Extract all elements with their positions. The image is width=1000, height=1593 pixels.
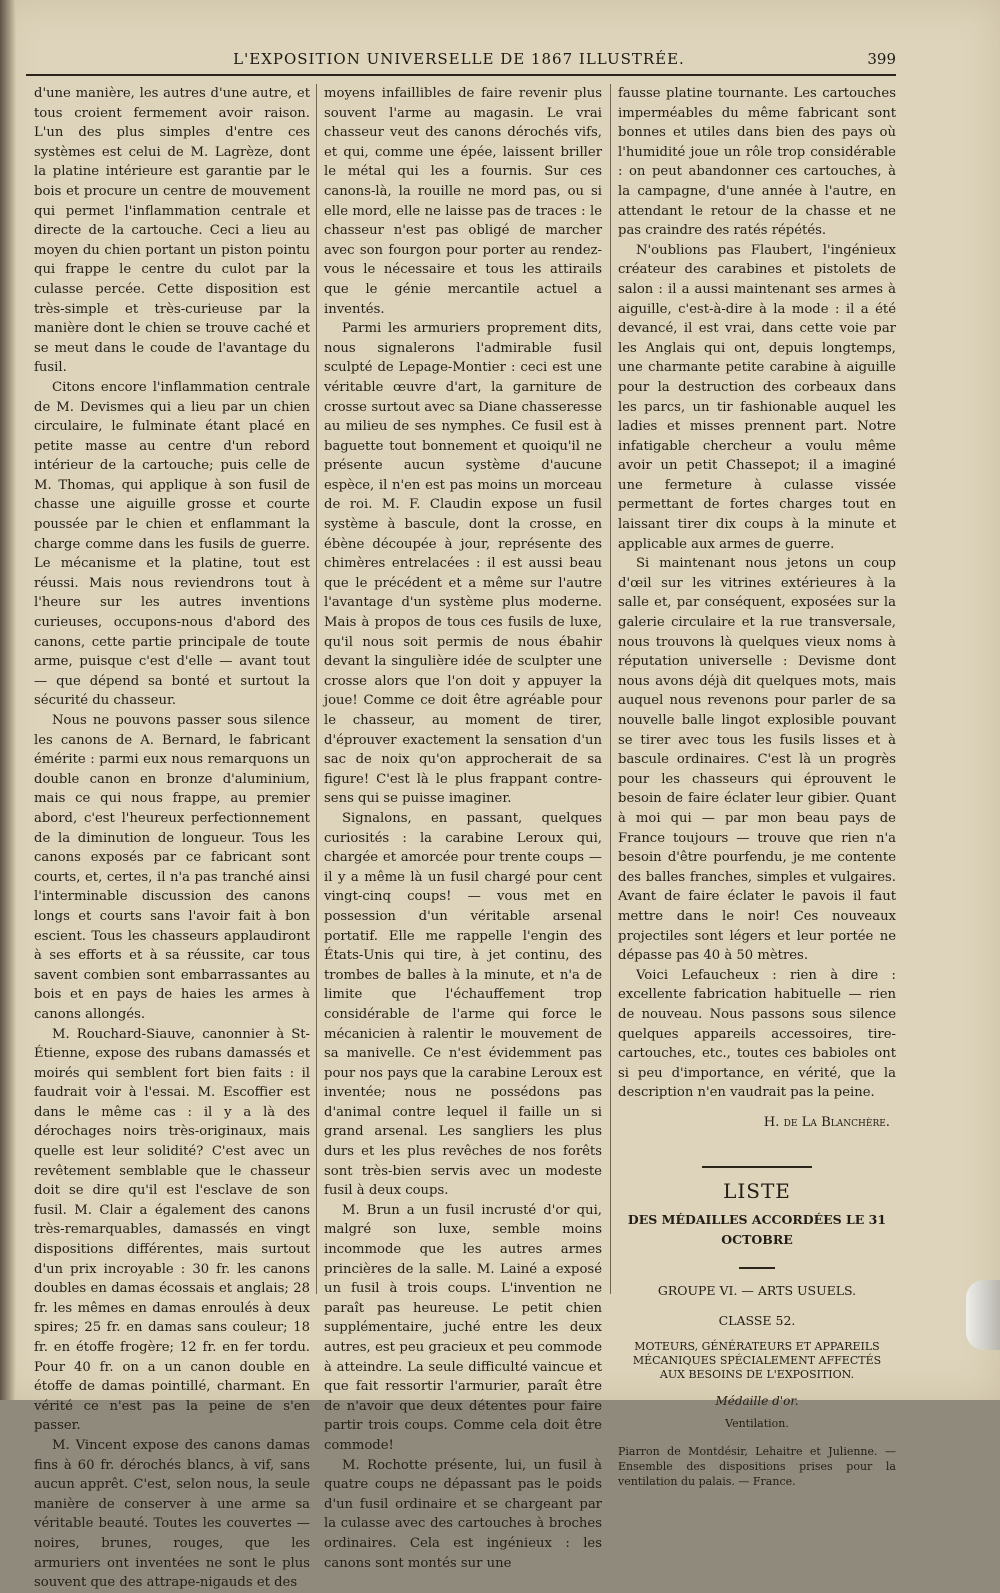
- short-separator: [739, 1267, 775, 1269]
- classe-description: MOTEURS, GÉNÉRATEURS ET APPAREILS MÉCANIQUES SPÉCIALEMENT AFFECTÉS AUX BESOINS DE L'EXPOSITION.: [632, 1340, 882, 1382]
- paragraph: N'oublions pas Flaubert, l'ingénieux créateur des carabines et pistolets de salon : il a aussi maintenant ses armes à aiguille, c'est-à-dire à la mode : il a été devancé, il est vrai, dans cette voie par les Anglais qui ont, depuis longtemps, une charmante petite carabine à aiguille pour la destruction des corbeaux dans les parcs, un tir fashionable auquel les ladies et misses prennent part. Notre infatigable chercheur a voulu même avoir un petit Chassepot; il a imaginé une fermeture à culasse vissée permettant de fortes charges tout en laissant tirer dix coups à la minute et applicable aux armes de guerre.: [618, 242, 896, 552]
- paragraph: M. Rochotte présente, lui, un fusil à quatre coups ne dépassant pas le poids d'un fusil ordinaire et se chargeant par la culasse avec des cartouches à broches ordinaires. Cela est ingénieux : les canons sont montés sur une: [324, 1457, 602, 1571]
- book-binding-edge: [0, 0, 16, 1400]
- text-column-3: [618, 84, 896, 1488]
- page-clip: [966, 1280, 1000, 1350]
- liste-heading: LISTE: [723, 1179, 791, 1204]
- paragraph: Voici Lefaucheux : rien à dire : excellente fabrication habituelle — rien de nouveau. Nous passons sous silence quelques appareils accessoires, tire-cartouches, etc., toutes ces babioles ont si peu d'importance, en vérité, que la description n'en vaudrait pas la peine.: [618, 967, 896, 1101]
- paragraph: d'une manière, les autres d'une autre, et tous croient fermement avoir raison. L'un des plus simples d'entre ces systèmes est celui de M. Lagrèze, dont la platine intérieure est garantie par le bois et procure un centre de mouvement qui permet l'inflammation centrale et directe de la cartouche. Ceci a lieu au moyen du chien portant un piston pointu qui frappe le centre du culot par la culasse percée. Cette disposition est très-simple et très-curieuse par la manière dont le chien se trouve caché et se meut dans le coude de l'avantage du fusil.: [34, 86, 310, 376]
- paragraph: Si maintenant nous jetons un coup d'œil sur les vitrines extérieures à la salle et, par conséquent, exposées sur la galerie circulaire et la rue transversale, nous trouvons là quelques vieux noms à réputation universelle : Devisme dont nous avons déjà dit quelques mots, mais auquel nous revenons pour parler de sa nouvelle balle lingot explosible pouvant se tirer avec tous les fusils lisses et à bascule ordinaires. C'est là un progrès pour les chasseurs qui éprouvent le besoin de faire éclater leur gibier. Quant à moi qui — par mon beau pays de France toujours — trouve que rien n'a besoin d'être pourfendu, je me contente des balles franches, simples et vulgaires. Avant de faire éclater le pavois il faut mettre dans le noir! Ces nouveaux projectiles sont légers et leur portée ne dépasse pas 40 à 50 mètres.: [618, 556, 896, 964]
- paragraph: M. Rouchard-Siauve, canonnier à St-Étienne, expose des rubans damassés et moirés qui semblent fort bien faits : il faudrait voir à l'essai. M. Escoffier est dans le même cas : il y a là des dérochages noirs très-originaux, mais quelle est leur solidité? C'est avec un revêtement semblable que le chasseur doit se dire qu'il est l'esclave de son fusil. M. Clair a également des canons très-remarquables, damassés en vingt dispositions différentes, mais surtout d'un prix incroyable : 30 fr. les canons doubles en damas écossais et anglais; 28 fr. les mêmes en damas enroulés à deux spires; 25 fr. en damas sans couleur; 18 fr. en étoffe frogère; 12 fr. en fer tordu. Pour 40 fr. on a un canon double en étoffe de damas pointillé, charmant. En vérité ce n'est pas la peine de s'en passer.: [34, 1026, 310, 1434]
- paragraph: M. Vincent expose des canons damas fins à 60 fr. dérochés blancs, à vif, sans aucun apprêt. C'est, selon nous, la seule manière de conserver à une arme sa véritable beauté. Toutes les couvertes — noires, brunes, rouges, que les armuriers ont inventées ne sont le plus souvent que des attrape-nigauds et des: [34, 1437, 310, 1591]
- column-divider: [610, 84, 611, 1294]
- medal-entry: Piarron de Montdésir, Lehaitre et Julienne. — Ensemble des dispositions prises pour la ventilation du palais. — France.: [618, 1444, 896, 1488]
- paragraph: Signalons, en passant, quelques curiosités : la carabine Leroux qui, chargée et amorcée pour trente coups — il y a même là un fusil chargé pour cent vingt-cinq coups! — vous met en possession d'un véritable arsenal portatif. Elle me rappelle l'engin des États-Unis qui tire, à jet continu, des trombes de balles à la minute, et n'a de limite que l'échauffement trop considérable de l'arme qui force le mécanicien à ralentir le mouvement de sa manivelle. Ce n'est évidemment pas pour nos pays que la carabine Leroux est inventée; nous ne possédons pas d'animal contre lequel il faille un si grand arsenal. Les sangliers les plus durs et les plus revêches de nos forêts sont très-bien servis avec un modeste fusil à deux coups.: [324, 810, 602, 1199]
- groupe-heading: GROUPE VI. — ARTS USUELS.: [657, 1283, 857, 1299]
- column-divider: [316, 84, 317, 1294]
- page-number: 399: [867, 50, 896, 68]
- paragraph: Parmi les armuriers proprement dits, nous signalerons l'admirable fusil sculpté de Lepage-Montier : ceci est une véritable œuvre d'art, la garniture de crosse surtout avec sa Diane chasseresse au milieu de ses nymphes. Ce fusil est à baguette tout bonnement et quoiqu'il ne présente aucun système d'aucune espèce, il n'en est pas moins un morceau de roi. M. F. Claudin expose un fusil système à bascule, dont la crosse, en ébène découpée à jour, représente des chimères entrelacées : il est aussi beau que le précédent et a même sur l'autre l'avantage d'un système plus moderne. Mais à propos de tous ces fusils de luxe, qu'il nous soit permis de nous ébahir devant la singulière idée de sculpter une crosse alors que l'on doit y appuyer la joue! Comme ce doit être agréable pour le chasseur, au moment de tirer, d'éprouver exactement la sensation d'un sac de noix qu'on approcherait de sa figure! C'est là le plus frappant contre-sens qui se puisse imaginer.: [324, 321, 602, 807]
- paragraph: M. Brun a un fusil incrusté d'or qui, malgré son luxe, semble moins incommode que les autres armes princières de la salle. M. Lainé a exposé un fusil à trois coups. L'invention ne paraît pas heureuse. Le petit chien supplémentaire, juché entre les deux autres, est peu gracieux et peu commode à atteindre. La seule difficulté vaincue et que fait ressortir l'armurier, paraît être de n'avoir que deux détentes pour faire partir trois coups. Comme cela doit être commode!: [324, 1202, 602, 1453]
- header-rule: [26, 74, 896, 76]
- running-header: L'EXPOSITION UNIVERSELLE DE 1867 ILLUSTRÉE.: [233, 50, 685, 68]
- classe-heading: CLASSE 52.: [718, 1312, 796, 1328]
- paragraph: Citons encore l'inflammation centrale de M. Devismes qui a lieu par un chien circulaire, le fulminate étant placé en petite masse au centre d'un rebord intérieur de la cartouche; puis celle de M. Thomas, qui applique à son fusil de chasse une aiguille grosse et courte poussée par le chien et enflammant la charge comme dans les fusils de guerre. Le mécanisme et la platine, tout est réussi. Mais nous reviendrons tout à l'heure sur les autres inventions curieuses, occupons-nous d'abord des canons, cette partie principale de toute arme, puisque c'est d'elle — avant tout — que dépend sa bonté et surtout la sécurité du chasseur.: [34, 379, 310, 709]
- paragraph: moyens infaillibles de faire revenir plus souvent l'arme au magasin. Le vrai chasseur veut des canons dérochés vifs, et qui, comme une épée, laissent briller le métal qui les a fournis. Sur ces canons-là, la rouille ne mord pas, ou si elle mord, elle ne laisse pas de traces : le chasseur n'est pas obligé de marcher avec son fourgon pour porter au rendez-vous le nécessaire et tous les attirails que le génie mercantile actuel a inventés.: [324, 86, 602, 317]
- liste-subheading: DES MÉDAILLES ACCORDÉES LE 31 OCTOBRE: [627, 1212, 887, 1247]
- section-separator: [702, 1166, 812, 1168]
- medal-type: Médaille d'or.: [715, 1394, 799, 1409]
- paragraph: fausse platine tournante. Les cartouches imperméables du même fabricant sont bonnes et utiles dans bien des pays où l'humidité joue un rôle trop considérable : on peut abandonner ces cartouches, à la campagne, d'une année à l'autre, en attendant le retour de la chasse et ne pas craindre des ratés répétés.: [618, 86, 896, 239]
- text-column-1: [34, 84, 310, 1591]
- medal-category: Ventilation.: [725, 1417, 789, 1431]
- text-column-2: [324, 84, 602, 1571]
- paragraph: Nous ne pouvons passer sous silence les canons de A. Bernard, le fabricant émérite : parmi eux nous remarquons un double canon en bronze d'aluminium, mais ce qui nous frappe, au premier abord, c'est l'heureux perfectionnement de la diminution de longueur. Tous les canons exposés par ce fabricant sont courts, et, certes, il n'a pas tranché ainsi l'interminable discussion des canons longs et courts sans l'avoir fait à bon escient. Tous les chasseurs applaudiront à ses efforts et à sa réussite, car tous savent combien sont embarrassantes au bois et en pays de haies les armes à canons allongés.: [34, 713, 310, 1022]
- author-signature: H. de La Blanchère.: [763, 1114, 890, 1130]
